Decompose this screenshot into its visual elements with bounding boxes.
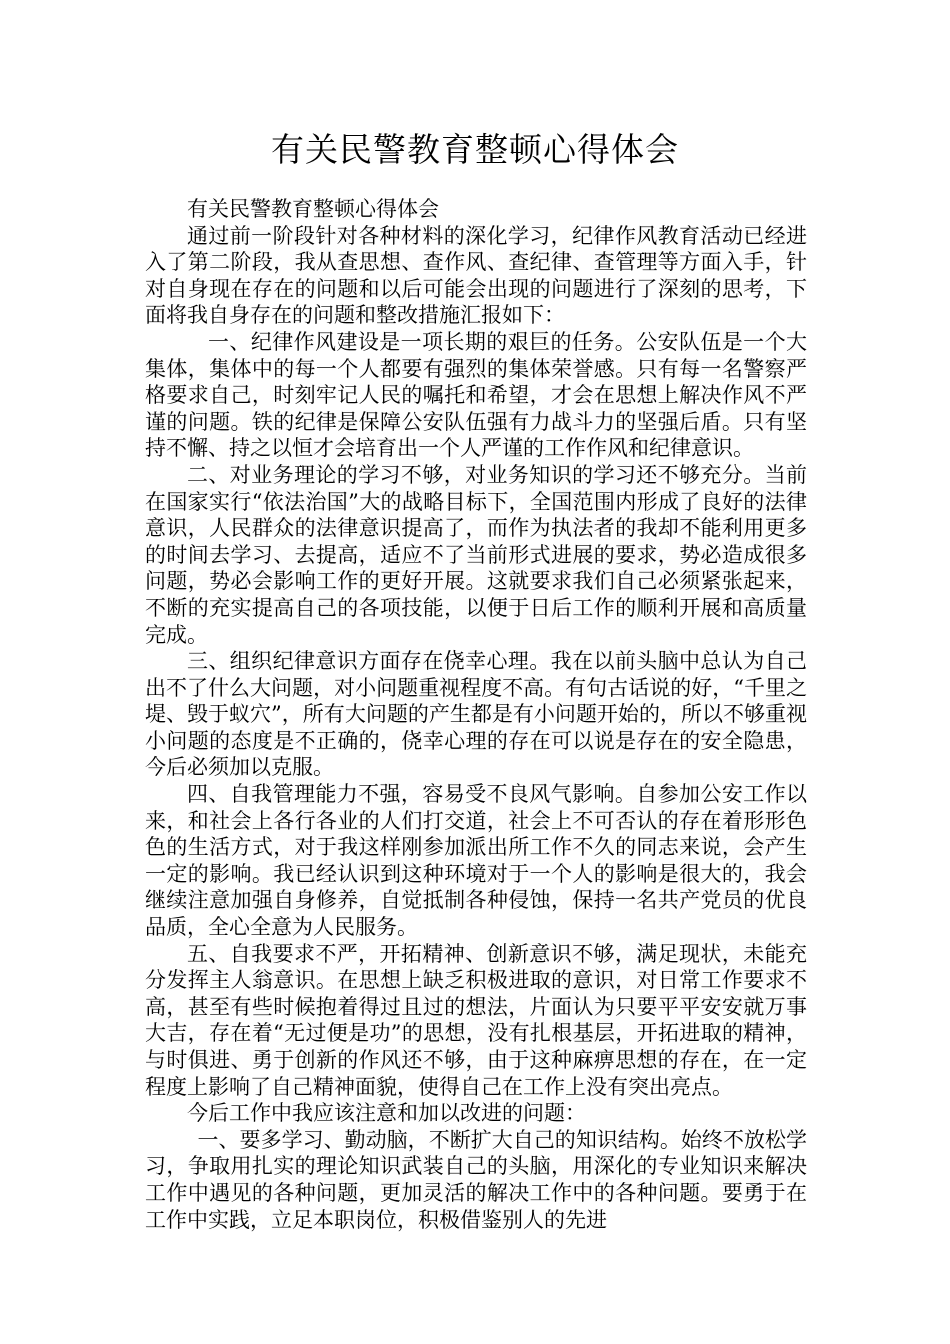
- body-paragraph-improvement-1: 一、要多学习、勤动脑，不断扩大自己的知识结构。始终不放松学习，争取用扎实的理论知识武装自己的头脑，用深化的专业知识来解决工作中遇见的各种问题，更加灵活的解决工作中的各种问题。要勇于在工作中实践，立足本职岗位，积极借鉴别人的先进: [145, 1127, 807, 1232]
- document-title: 有关民警教育整顿心得体会: [271, 130, 679, 169]
- body-paragraph-point-1: 一、纪律作风建设是一项长期的艰巨的任务。公安队伍是一个大集体，集体中的每一个人都要有强烈的集体荣誉感。只有每一名警察严格要求自己，时刻牢记人民的嘱托和希望，才会在思想上解决作风不严谨的问题。铁的纪律是保障公安队伍强有力战斗力的坚强后盾。只有坚持不懈、持之以恒才会培育出一个人严谨的工作作风和纪律意识。: [145, 329, 807, 461]
- body-paragraph-point-2: 二、对业务理论的学习不够，对业务知识的学习还不够充分。当前在国家实行“依法治国”大的战略目标下，全国范围内形成了良好的法律意识，人民群众的法律意识提高了，而作为执法者的我却不能利用更多的时间去学习、去提高，适应不了当前形式进展的要求，势必造成很多问题，势必会影响工作的更好开展。这就要求我们自己必须紧张起来，不断的充实提高自己的各项技能，以便于日后工作的顺利开展和高质量完成。: [145, 462, 807, 647]
- body-paragraph-subtitle: 有关民警教育整顿心得体会: [187, 197, 439, 221]
- body-paragraph-point-3: 三、组织纪律意识方面存在侥幸心理。我在以前头脑中总认为自己出不了什么大问题，对小问题重视程度不高。有句古话说的好，“千里之堤、毁于蚁穴”，所有大问题的产生都是有小问题开始的，所以不够重视小问题的态度是不正确的，侥幸心理的存在可以说是存在的安全隐患，今后必须加以克服。: [145, 649, 807, 780]
- body-paragraph-intro: 通过前一阶段针对各种材料的深化学习，纪律作风教育活动已经进入了第二阶段，我从查思想、查作风、查纪律、查管理等方面入手，针对自身现在存在的问题和以后可能会出现的问题进行了深刻的思考，下面将我自身存在的问题和整改措施汇报如下：: [145, 223, 807, 328]
- body-paragraph-point-4: 四、自我管理能力不强，容易受不良风气影响。自参加公安工作以来，和社会上各行各业的人们打交道，社会上不可否认的存在着形形色色的生活方式，对于我这样刚参加派出所工作不久的同志来说，会产生一定的影响。我已经认识到这种环境对于一个人的影响是很大的，我会继续注意加强自身修养，自觉抵制各种侵蚀，保持一名共产党员的优良品质，全心全意为人民服务。: [145, 782, 807, 940]
- body-paragraph-improvements-heading: 今后工作中我应该注意和加以改进的问题：: [187, 1101, 586, 1126]
- body-paragraph-point-5: 五、自我要求不严，开拓精神、创新意识不够，满足现状，未能充分发挥主人翁意识。在思想上缺乏积极进取的意识，对日常工作要求不高，甚至有些时候抱着得过且过的想法，片面认为只要平平安安就万事大吉，存在着“无过便是功”的思想，没有扎根基层，开拓进取的精神，与时俱进、勇于创新的作风还不够，由于这种麻痹思想的存在，在一定程度上影响了自己精神面貌，使得自己在工作上没有突出亮点。: [145, 941, 807, 1099]
- document-body: [145, 196, 807, 1233]
